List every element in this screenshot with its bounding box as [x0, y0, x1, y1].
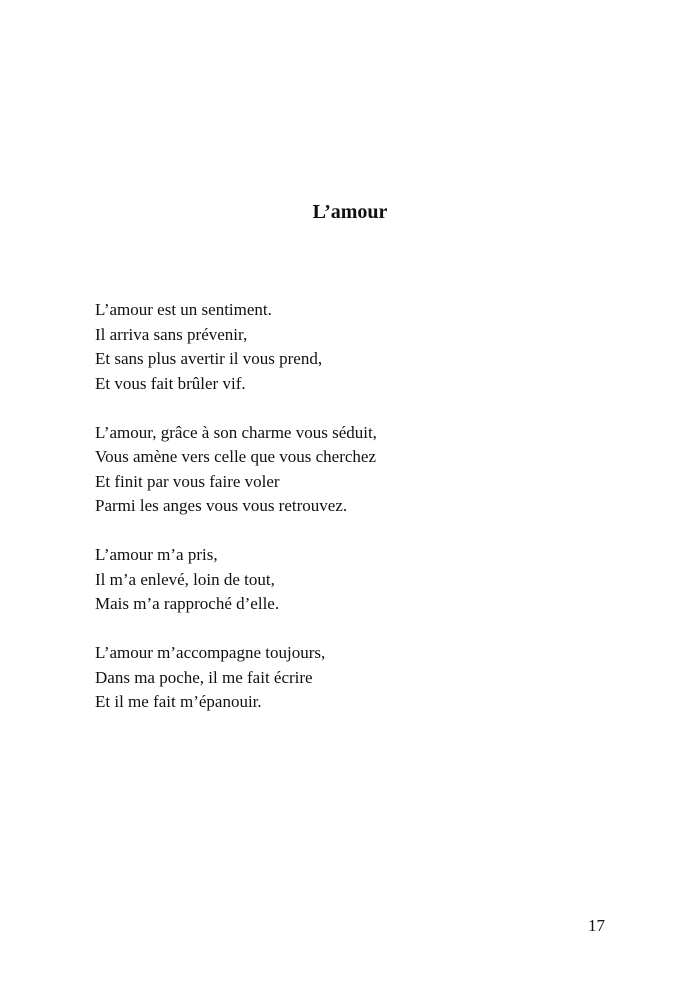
- poem-line: Et finit par vous faire voler: [95, 471, 280, 491]
- poem-line: L’amour, grâce à son charme vous séduit,: [95, 422, 377, 442]
- poem-line: Vous amène vers celle que vous cherchez: [95, 447, 377, 466]
- poem-line: Il m’a enlevé, loin de tout,: [95, 569, 275, 589]
- poem-line: Dans ma poche, il me fait écrire: [95, 667, 313, 687]
- poem-body: [95, 298, 615, 739]
- poem-line: Parmi les anges vous vous retrouvez.: [95, 496, 348, 515]
- poem-line: L’amour est un sentiment.: [95, 300, 272, 319]
- poem-line: Et il me fait m’épanouir.: [95, 692, 262, 711]
- stanza-2: [95, 421, 615, 519]
- page-number: 17: [588, 916, 605, 935]
- poem-line: L’amour m’accompagne toujours,: [95, 643, 326, 662]
- stanza-3: [95, 543, 615, 617]
- poem-title: L’amour: [312, 201, 388, 223]
- poem-line: L’amour m’a pris,: [95, 545, 218, 564]
- stanza-1: [95, 298, 615, 396]
- poem-line: Il arriva sans prévenir,: [95, 324, 248, 344]
- poem-line: Et sans plus avertir il vous prend,: [95, 349, 323, 368]
- poem-line: Et vous fait brûler vif.: [95, 373, 246, 393]
- stanza-4: [95, 641, 615, 715]
- poem-line: Mais m’a rapproché d’elle.: [95, 594, 280, 613]
